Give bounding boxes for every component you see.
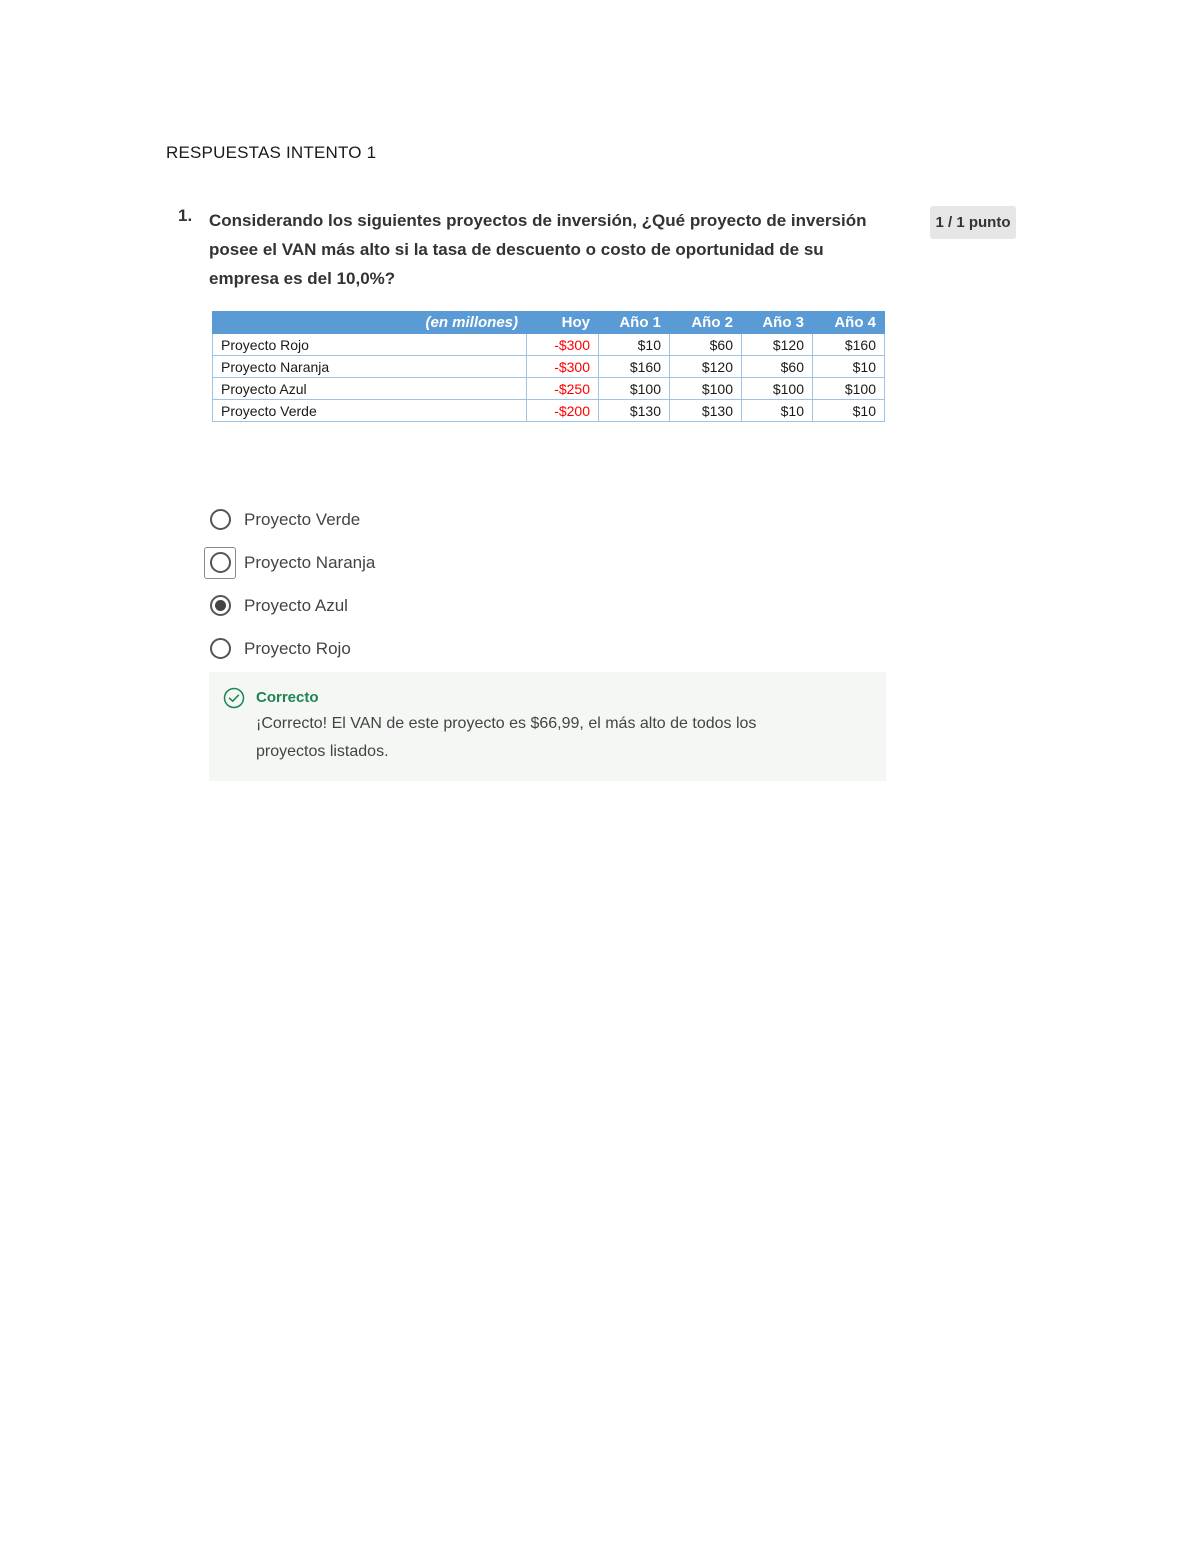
row-label: Proyecto Verde <box>213 400 527 422</box>
row-label: Proyecto Naranja <box>213 356 527 378</box>
answer-options <box>204 498 375 670</box>
check-circle-icon <box>223 687 245 709</box>
table-cell: $100 <box>599 378 670 400</box>
table-cell: $100 <box>670 378 742 400</box>
table-header-ano-3: Año 3 <box>742 312 813 334</box>
table-header-hoy: Hoy <box>527 312 599 334</box>
radio-button[interactable] <box>210 638 231 659</box>
table-header-ano-1: Año 1 <box>599 312 670 334</box>
radio-button-selected[interactable] <box>210 595 231 616</box>
table-cell: -$200 <box>527 400 599 422</box>
table-cell: $60 <box>742 356 813 378</box>
radio-focus-ring <box>204 547 236 579</box>
table-cell: $100 <box>813 378 885 400</box>
question-text: Considerando los siguientes proyectos de inversión, ¿Qué proyecto de inversión posee el VAN más alto si la tasa de descuento o costo de oportunidad de su empresa es del 10,0%? <box>209 211 867 288</box>
option-label: Proyecto Rojo <box>244 638 351 658</box>
table-header-ano-4: Año 4 <box>813 312 885 334</box>
radio-wrapper <box>204 633 236 665</box>
feedback-text: ¡Correcto! El VAN de este proyecto es $66,99, el más alto de todos los proyectos listados. <box>256 715 757 760</box>
table-cell: $120 <box>742 334 813 356</box>
radio-wrapper <box>204 504 236 536</box>
page-heading: RESPUESTAS INTENTO 1 <box>166 143 377 162</box>
radio-wrapper <box>204 590 236 622</box>
row-label: Proyecto Rojo <box>213 334 527 356</box>
table-cell: $160 <box>813 334 885 356</box>
table-row <box>213 356 885 378</box>
table-cell: $130 <box>599 400 670 422</box>
table-header-units: (en millones) <box>213 312 527 334</box>
table-cell: $10 <box>599 334 670 356</box>
investment-table <box>212 311 885 422</box>
table-cell: $10 <box>742 400 813 422</box>
option-proyecto-verde[interactable] <box>204 498 375 541</box>
table-cell: $130 <box>670 400 742 422</box>
table-row <box>213 334 885 356</box>
option-proyecto-naranja[interactable] <box>204 541 375 584</box>
table-cell: $120 <box>670 356 742 378</box>
row-label: Proyecto Azul <box>213 378 527 400</box>
radio-button[interactable] <box>210 552 231 573</box>
table-cell: $60 <box>670 334 742 356</box>
table-header-row <box>213 312 885 334</box>
option-label: Proyecto Naranja <box>244 552 376 572</box>
option-proyecto-azul[interactable] <box>204 584 375 627</box>
option-proyecto-rojo[interactable] <box>204 627 375 670</box>
question-number: 1. <box>178 206 193 225</box>
radio-button[interactable] <box>210 509 231 530</box>
table-row <box>213 378 885 400</box>
table-cell: -$250 <box>527 378 599 400</box>
table-row <box>213 400 885 422</box>
points-badge: 1 / 1 punto <box>930 206 1016 239</box>
table-cell: $160 <box>599 356 670 378</box>
table-cell: $100 <box>742 378 813 400</box>
table-cell: -$300 <box>527 356 599 378</box>
option-label: Proyecto Verde <box>244 509 361 529</box>
option-label: Proyecto Azul <box>244 595 348 615</box>
feedback-title: Correcto <box>256 689 319 706</box>
feedback-panel <box>209 672 886 781</box>
table-cell: $10 <box>813 400 885 422</box>
table-cell: $10 <box>813 356 885 378</box>
table-cell: -$300 <box>527 334 599 356</box>
radio-selected-dot <box>215 600 226 611</box>
table-header-ano-2: Año 2 <box>670 312 742 334</box>
